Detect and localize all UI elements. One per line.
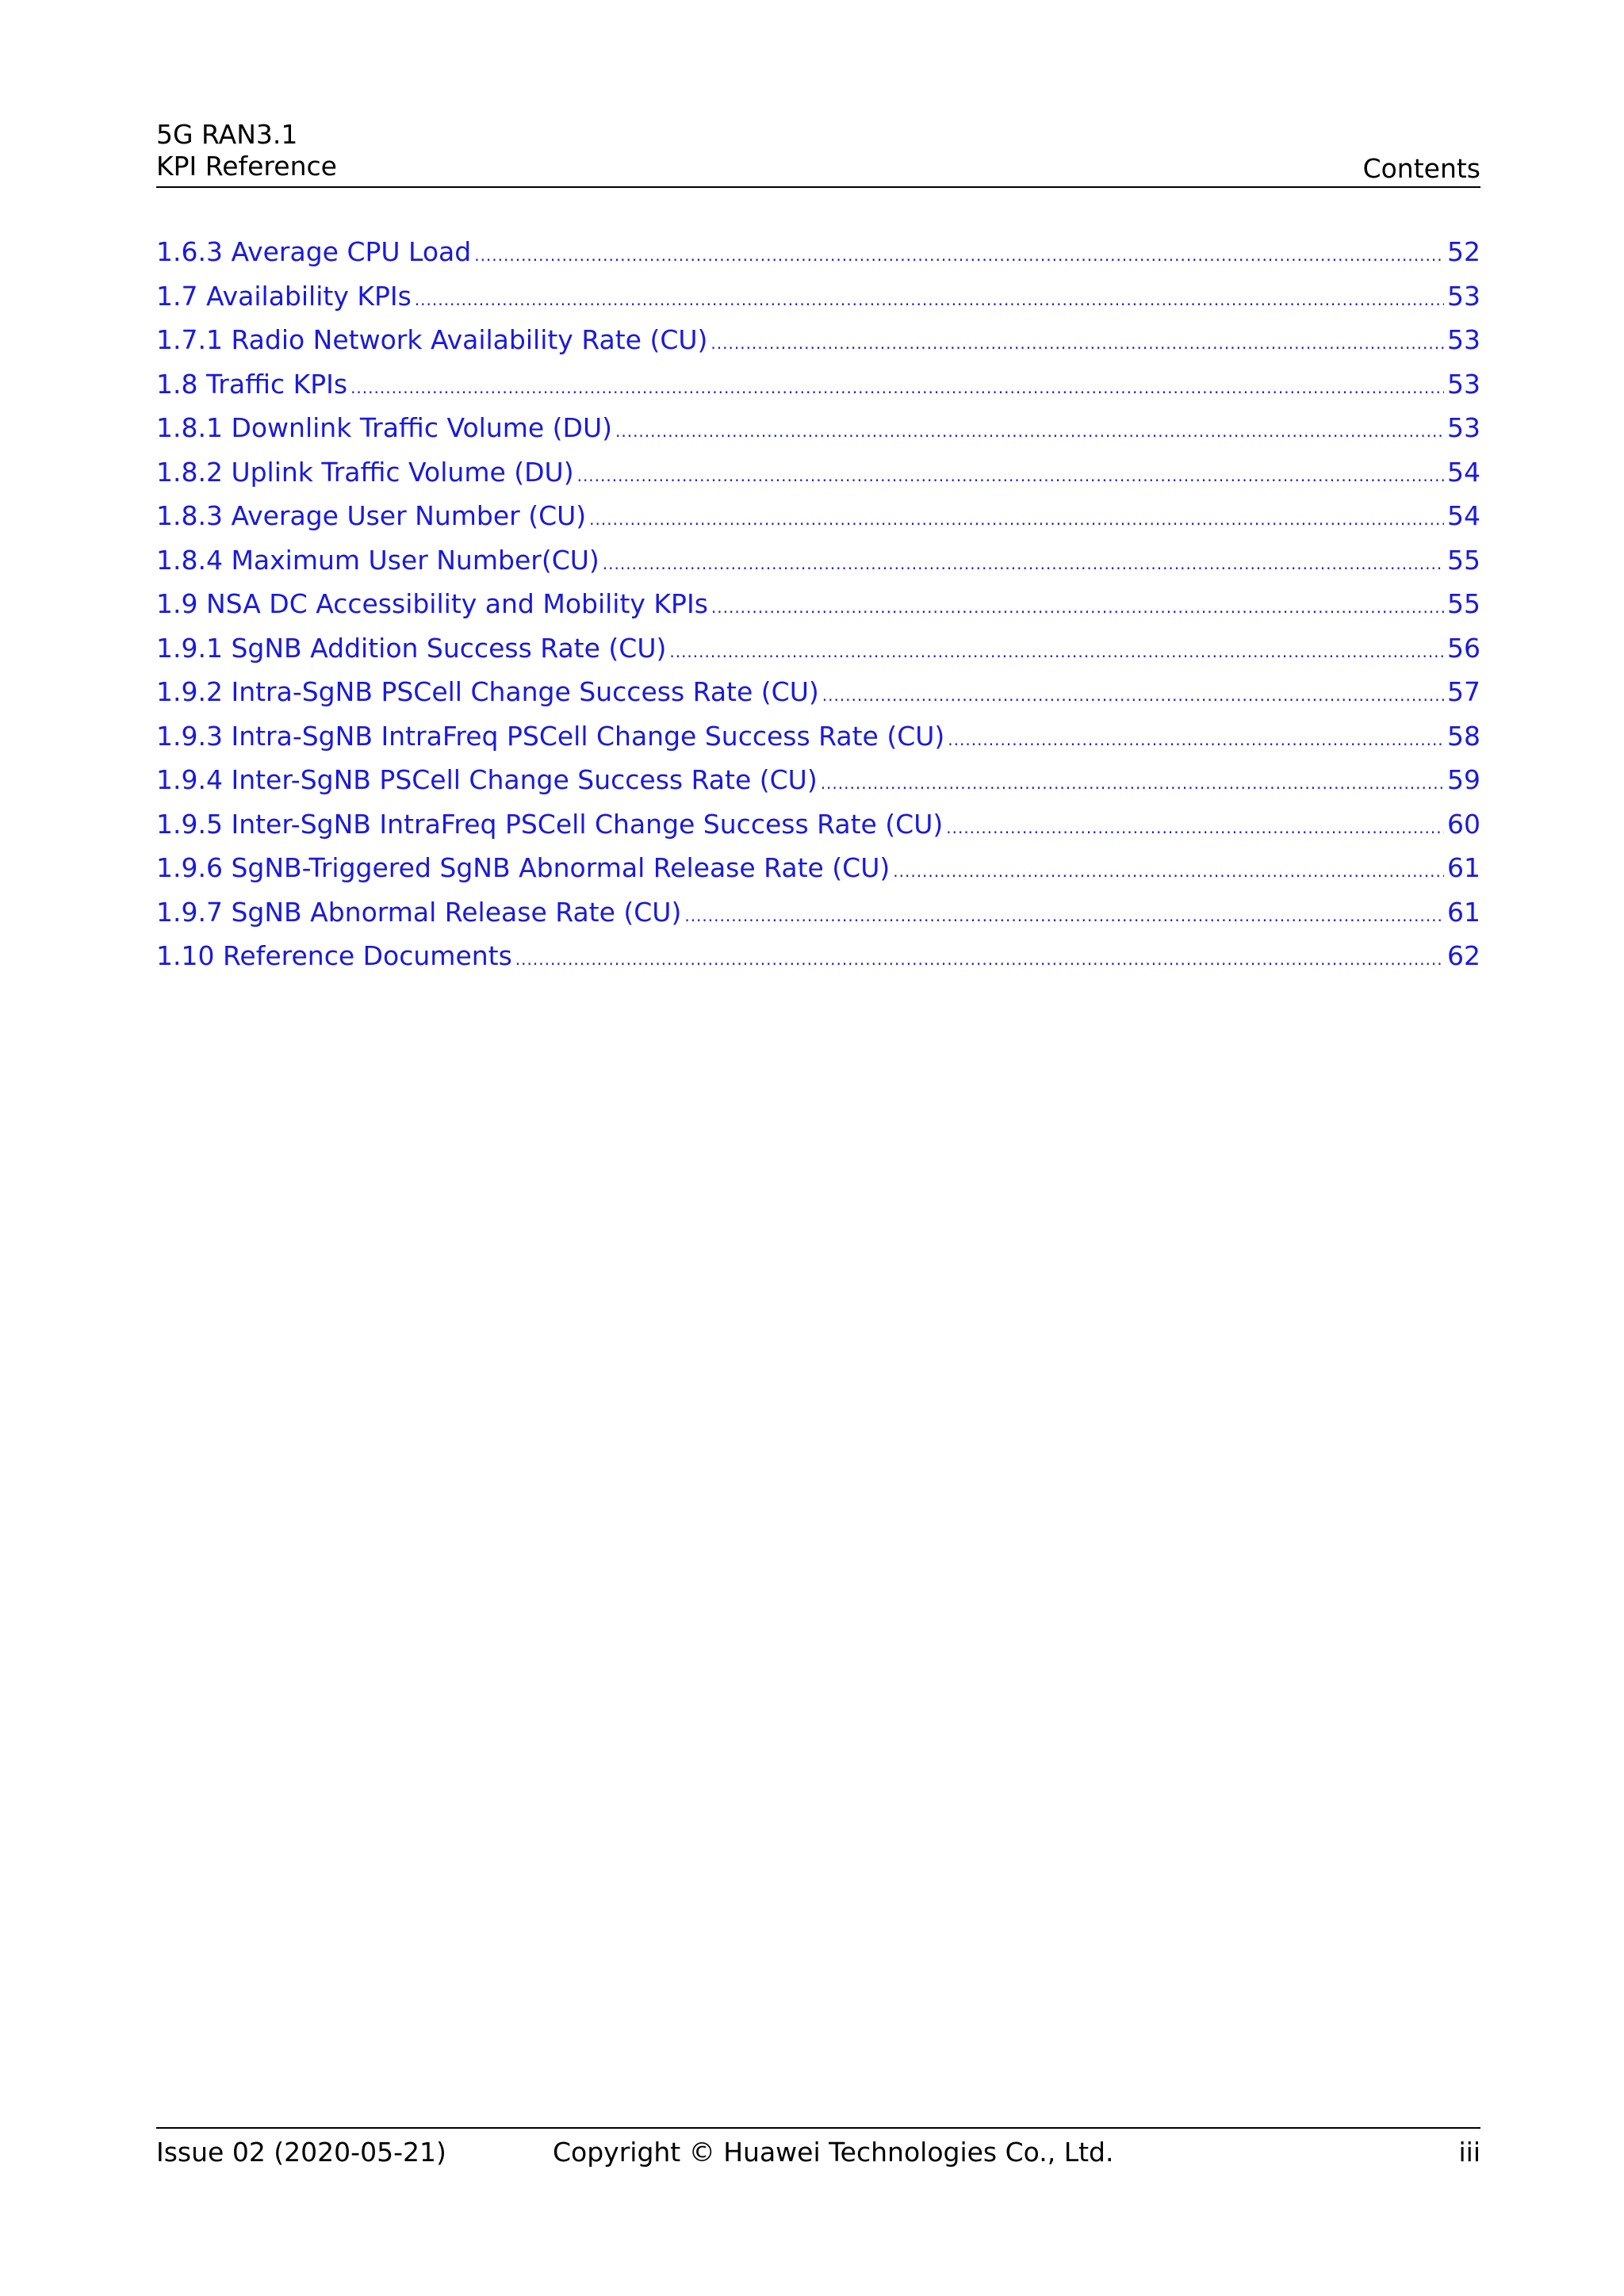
toc-entry-title[interactable]: 1.7.1 Radio Network Availability Rate (CU) xyxy=(156,324,708,355)
toc-dot-leader xyxy=(684,894,1444,938)
toc-dot-leader xyxy=(474,234,1444,277)
toc-entry[interactable] xyxy=(156,802,1480,847)
toc-dot-leader xyxy=(589,498,1444,541)
toc-entry-page[interactable]: 53 xyxy=(1447,280,1480,312)
toc-dot-leader xyxy=(711,586,1444,629)
toc-entry-title[interactable]: 1.9.2 Intra-SgNB PSCell Change Success Rate (CU) xyxy=(156,676,819,707)
toc-entry-title[interactable]: 1.7 Availability KPIs xyxy=(156,280,412,312)
toc-entry-title[interactable]: 1.8.4 Maximum User Number(CU) xyxy=(156,544,599,576)
page-footer xyxy=(156,2127,1480,2176)
toc-entry-page[interactable]: 62 xyxy=(1447,940,1480,971)
toc-dot-leader xyxy=(669,630,1444,674)
toc-dot-leader xyxy=(946,806,1444,850)
toc-dot-leader xyxy=(515,938,1444,982)
toc-entry-title[interactable]: 1.10 Reference Documents xyxy=(156,940,512,971)
toc-entry-page[interactable]: 53 xyxy=(1447,368,1480,400)
footer-issue: Issue 02 (2020-05-21) xyxy=(156,2137,446,2168)
toc-entry-page[interactable]: 61 xyxy=(1447,852,1480,883)
toc-entry-page[interactable]: 57 xyxy=(1447,676,1480,707)
header-doc-title: KPI Reference xyxy=(156,151,337,182)
toc-entry-title[interactable]: 1.6.3 Average CPU Load xyxy=(156,236,472,267)
toc-entry[interactable] xyxy=(156,494,1480,538)
toc-entry-title[interactable]: 1.8.3 Average User Number (CU) xyxy=(156,500,587,531)
toc-entry[interactable] xyxy=(156,626,1480,671)
toc-entry[interactable] xyxy=(156,582,1480,626)
toc-entry[interactable] xyxy=(156,846,1480,890)
toc-entry-page[interactable]: 54 xyxy=(1447,500,1480,531)
toc-dot-leader xyxy=(893,850,1444,894)
toc-entry[interactable] xyxy=(156,934,1480,978)
toc-dot-leader xyxy=(603,542,1444,586)
toc-entry-title[interactable]: 1.9.5 Inter-SgNB IntraFreq PSCell Change Success Rate (CU) xyxy=(156,808,944,840)
toc-entry-page[interactable]: 53 xyxy=(1447,324,1480,355)
footer-page-number: iii xyxy=(1458,2137,1480,2168)
page-header xyxy=(156,119,1480,188)
table-of-contents xyxy=(156,230,1480,978)
toc-entry[interactable] xyxy=(156,670,1480,714)
toc-dot-leader xyxy=(710,322,1444,365)
toc-entry[interactable] xyxy=(156,230,1480,274)
toc-entry-page[interactable]: 59 xyxy=(1447,764,1480,795)
header-product: 5G RAN3.1 xyxy=(156,119,298,150)
toc-dot-leader xyxy=(350,366,1444,410)
toc-entry-page[interactable]: 55 xyxy=(1447,588,1480,619)
toc-entry-page[interactable]: 53 xyxy=(1447,412,1480,443)
toc-entry-page[interactable]: 55 xyxy=(1447,544,1480,576)
toc-entry-page[interactable]: 60 xyxy=(1447,808,1480,840)
toc-entry-title[interactable]: 1.9.3 Intra-SgNB IntraFreq PSCell Change Success Rate (CU) xyxy=(156,720,945,752)
toc-entry[interactable] xyxy=(156,890,1480,935)
toc-entry[interactable] xyxy=(156,362,1480,407)
toc-dot-leader xyxy=(577,454,1444,498)
toc-entry-title[interactable]: 1.9.7 SgNB Abnormal Release Rate (CU) xyxy=(156,896,682,928)
header-left xyxy=(156,119,337,182)
toc-entry-page[interactable]: 52 xyxy=(1447,236,1480,267)
toc-entry-title[interactable]: 1.9 NSA DC Accessibility and Mobility KPIs xyxy=(156,588,708,619)
toc-entry-title[interactable]: 1.9.6 SgNB-Triggered SgNB Abnormal Release Rate (CU) xyxy=(156,852,891,883)
toc-dot-leader xyxy=(615,410,1444,453)
toc-entry-page[interactable]: 61 xyxy=(1447,896,1480,928)
toc-entry-title[interactable]: 1.9.4 Inter-SgNB PSCell Change Success Rate (CU) xyxy=(156,764,818,795)
toc-entry[interactable] xyxy=(156,450,1480,495)
toc-entry-title[interactable]: 1.8 Traffic KPIs xyxy=(156,368,348,400)
toc-entry[interactable] xyxy=(156,406,1480,450)
toc-entry-title[interactable]: 1.8.1 Downlink Traffic Volume (DU) xyxy=(156,412,612,443)
toc-entry[interactable] xyxy=(156,318,1480,362)
header-section: Contents xyxy=(1362,153,1480,184)
toc-dot-leader xyxy=(415,278,1444,322)
toc-entry-page[interactable]: 54 xyxy=(1447,456,1480,488)
footer-copyright: Copyright © Huawei Technologies Co., Ltd. xyxy=(553,2137,1114,2168)
toc-entry-title[interactable]: 1.8.2 Uplink Traffic Volume (DU) xyxy=(156,456,574,488)
toc-entry-page[interactable]: 58 xyxy=(1447,720,1480,752)
toc-entry[interactable] xyxy=(156,538,1480,583)
toc-entry[interactable] xyxy=(156,274,1480,319)
toc-entry-title[interactable]: 1.9.1 SgNB Addition Success Rate (CU) xyxy=(156,632,667,664)
toc-dot-leader xyxy=(948,718,1444,762)
toc-entry-page[interactable]: 56 xyxy=(1447,632,1480,664)
toc-dot-leader xyxy=(821,762,1444,806)
toc-dot-leader xyxy=(822,674,1444,718)
toc-entry[interactable] xyxy=(156,714,1480,759)
toc-entry[interactable] xyxy=(156,758,1480,802)
